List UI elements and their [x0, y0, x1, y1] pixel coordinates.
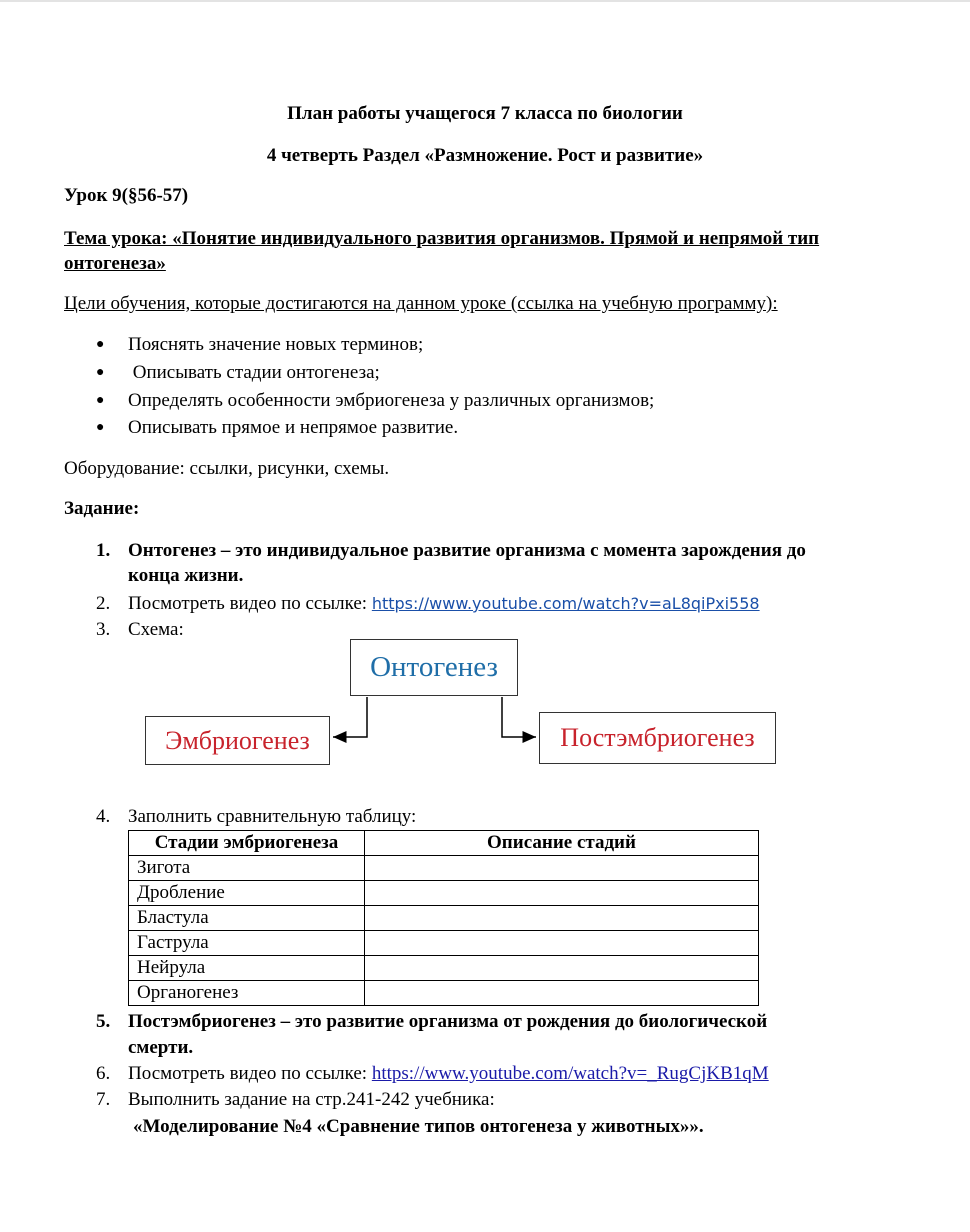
bullet-icon: ●: [96, 365, 105, 380]
table-row: [129, 981, 759, 1006]
bullet-icon: ●: [96, 393, 105, 408]
table-cell-description[interactable]: [365, 931, 759, 956]
table-row: [129, 856, 759, 881]
table-header-stages: Стадии эмбриогенеза: [129, 831, 365, 856]
video-link-1[interactable]: https://www.youtube.com/watch?v=aL8qiPxi558: [371, 594, 760, 613]
arrow-to-postembryogenesis: [502, 697, 536, 737]
goal-item: Описывать стадии онтогенеза;: [128, 362, 380, 383]
comparison-table: [128, 830, 759, 1006]
scheme-root-label: Онтогенез: [370, 651, 498, 683]
task-3-text: Схема:: [128, 619, 184, 640]
task-2-number: 2.: [96, 593, 111, 614]
goal-item: Описывать прямое и непрямое развитие.: [128, 417, 459, 438]
goal-item: Пояснять значение новых терминов;: [128, 334, 424, 355]
task-6-number: 6.: [96, 1063, 111, 1084]
task-2-label: Посмотреть видео по ссылке:: [128, 593, 372, 614]
table-cell-description[interactable]: [365, 981, 759, 1006]
task-5-line2: смерти.: [128, 1037, 194, 1058]
task-4-number: 4.: [96, 806, 111, 827]
table-cell-stage: Гаструла: [129, 931, 365, 956]
task-1-number: 1.: [96, 540, 111, 561]
bullet-icon: ●: [96, 420, 105, 435]
table-cell-description[interactable]: [365, 881, 759, 906]
task-5-line1: Постэмбриогенез – это развитие организма от рождения до биологической: [128, 1011, 768, 1032]
scheme-left-box: [145, 716, 330, 765]
table-cell-stage: Нейрула: [129, 956, 365, 981]
table-cell-stage: Бластула: [129, 906, 365, 931]
table-row: [129, 881, 759, 906]
lesson-number: Урок 9(§56-57): [64, 185, 189, 206]
task-2-text: [128, 593, 760, 615]
video-link-2[interactable]: https://www.youtube.com/watch?v=_RugCjKB1qM: [371, 1063, 769, 1084]
table-row: [129, 931, 759, 956]
lesson-topic-line2: онтогенеза»: [64, 253, 166, 274]
table-cell-stage: Органогенез: [129, 981, 365, 1006]
scheme-right-box: [539, 712, 776, 764]
task-5-number: 5.: [96, 1011, 111, 1032]
task-3-number: 3.: [96, 619, 111, 640]
task-4-text: Заполнить сравнительную таблицу:: [128, 806, 417, 827]
arrow-to-embryogenesis: [333, 697, 367, 737]
scheme-left-label: Эмбриогенез: [165, 725, 310, 755]
table-cell-stage: Дробление: [129, 881, 365, 906]
page-title: План работы учащегося 7 класса по биологии: [287, 103, 683, 124]
scheme-right-label: Постэмбриогенез: [560, 723, 755, 752]
equipment-text: Оборудование: ссылки, рисунки, схемы.: [64, 458, 390, 479]
goal-item: Определять особенности эмбриогенеза у различных организмов;: [128, 390, 655, 411]
table-cell-description[interactable]: [365, 856, 759, 881]
table-row: [129, 906, 759, 931]
table-header-description: Описание стадий: [365, 831, 759, 856]
task-7-activity: «Моделирование №4 «Сравнение типов онтогенеза у животных»».: [133, 1116, 704, 1137]
table-row: [129, 956, 759, 981]
bullet-icon: ●: [96, 337, 105, 352]
scheme-root-box: [350, 639, 518, 696]
page-subtitle: 4 четверть Раздел «Размножение. Рост и развитие»: [266, 145, 704, 166]
table-cell-description[interactable]: [365, 906, 759, 931]
table-cell-stage: Зигота: [129, 856, 365, 881]
goals-heading: Цели обучения, которые достигаются на данном уроке (ссылка на учебную программу):: [64, 293, 778, 314]
table-cell-description[interactable]: [365, 956, 759, 981]
task-6-label: Посмотреть видео по ссылке:: [128, 1063, 372, 1084]
task-heading: Задание:: [64, 498, 140, 519]
task-6-text: [128, 1063, 769, 1085]
top-border: [0, 0, 970, 2]
lesson-topic-line1: Тема урока: «Понятие индивидуального развития организмов. Прямой и непрямой тип: [64, 228, 820, 249]
table-header-row: [129, 831, 759, 856]
task-7-number: 7.: [96, 1089, 111, 1110]
task-7-text: Выполнить задание на стр.241-242 учебника:: [128, 1089, 495, 1110]
task-1-line2: конца жизни.: [128, 565, 244, 586]
task-1-line1: Онтогенез – это индивидуальное развитие организма с момента зарождения до: [128, 540, 806, 561]
